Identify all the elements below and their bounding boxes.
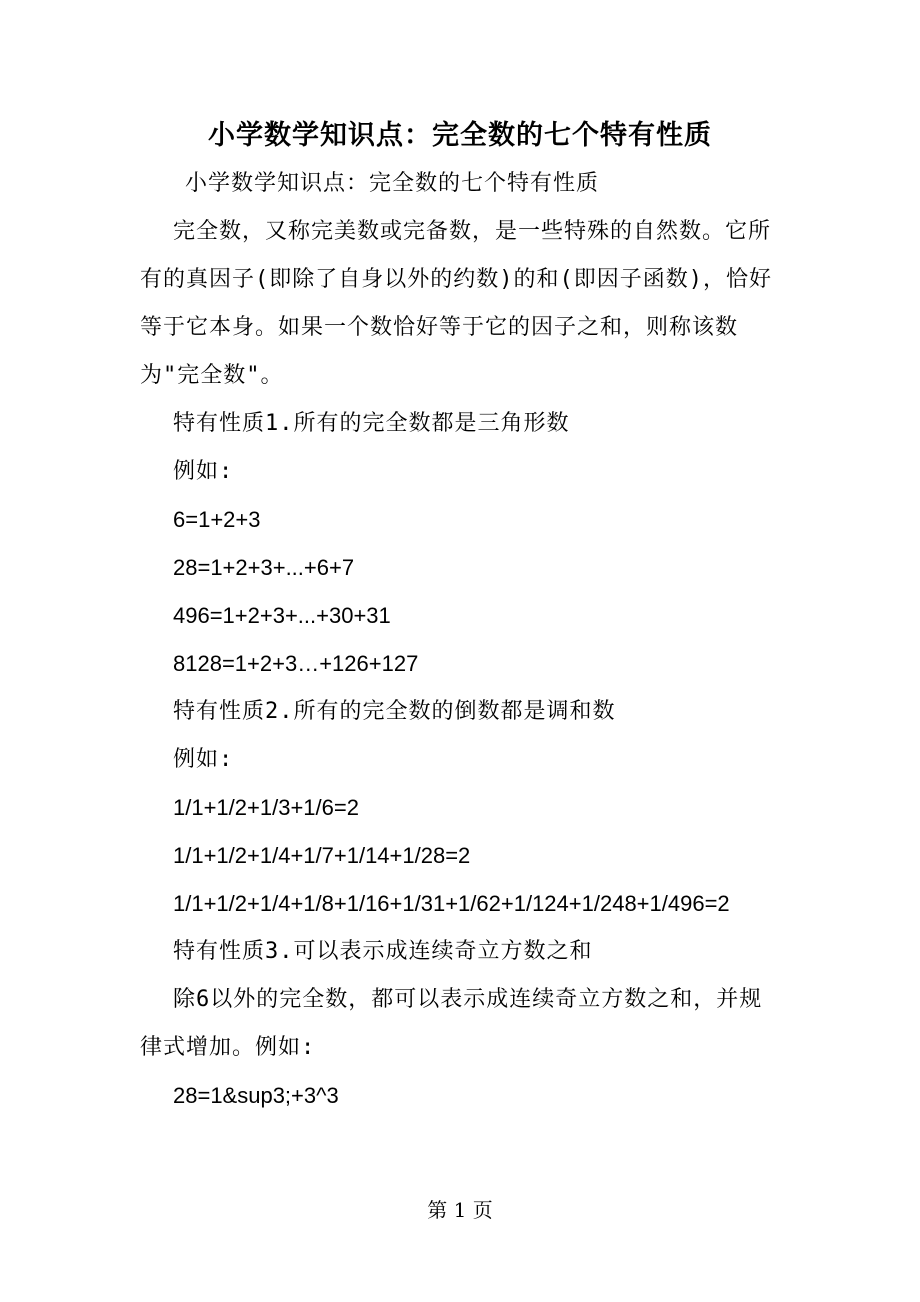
formula-line: 28=1&sup3;+3^3 xyxy=(173,1083,339,1108)
paragraph-property-3: 除6以外的完全数，都可以表示成连续奇立方数之和，并规律式增加。例如: xyxy=(140,987,763,1060)
formula-line: 28=1+2+3+...+6+7 xyxy=(173,555,355,580)
paragraph-subtitle: 小学数学知识点：完全数的七个特有性质 xyxy=(185,171,600,196)
formula-line: 496=1+2+3+...+30+31 xyxy=(173,603,391,628)
page-number: 第 1 页 xyxy=(427,1198,493,1222)
document-title: 小学数学知识点：完全数的七个特有性质 xyxy=(208,120,712,151)
property-3-heading: 特有性质3.可以表示成连续奇立方数之和 xyxy=(173,939,593,964)
formula-line: 6=1+2+3 xyxy=(173,507,261,532)
formula-line: 1/1+1/2+1/4+1/7+1/14+1/28=2 xyxy=(173,843,471,868)
formula-line: 8128=1+2+3…+126+127 xyxy=(173,651,419,676)
example-label: 例如: xyxy=(173,747,234,772)
paragraph-definition: 完全数，又称完美数或完备数，是一些特殊的自然数。它所有的真因子(即除了自身以外的约数)的和(即因子函数)，恰好等于它本身。如果一个数恰好等于它的因子之和，则称该数为"完全数"。 xyxy=(140,219,772,388)
property-2-heading: 特有性质2.所有的完全数的倒数都是调和数 xyxy=(173,699,616,724)
document-body xyxy=(140,160,785,1120)
property-1-heading: 特有性质1.所有的完全数都是三角形数 xyxy=(173,411,570,436)
example-label: 例如: xyxy=(173,459,234,484)
formula-line: 1/1+1/2+1/3+1/6=2 xyxy=(173,795,359,820)
formula-line: 1/1+1/2+1/4+1/8+1/16+1/31+1/62+1/124+1/248+1/496=2 xyxy=(173,891,730,916)
